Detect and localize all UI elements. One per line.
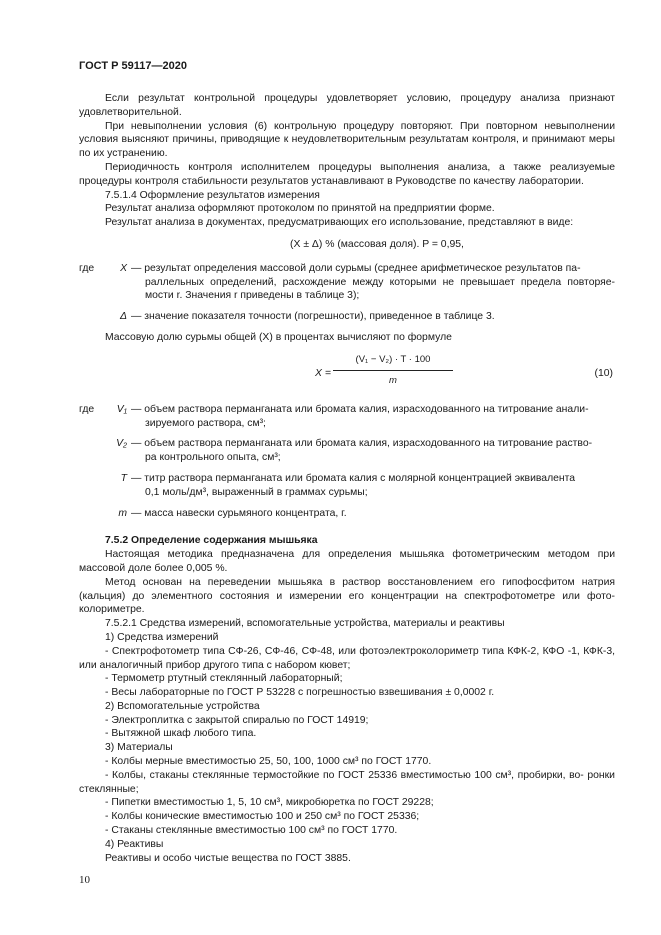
symbol: Δ	[120, 311, 127, 323]
definition: — объем раствора перманганата или бромата калия, израсходованного на титрование анали- зируемого раствора, см³;	[131, 403, 589, 429]
page-number: 10	[79, 874, 90, 886]
list-item: - Колбы мерные вместимостью 25, 50, 100, 1000 см³ по ГОСТ 1770.	[105, 756, 432, 768]
formula-fraction	[333, 353, 453, 388]
formula-numerator: (V₁ − V₂) · T · 100	[333, 353, 453, 371]
paragraph: Результат анализа оформляют протоколом по принятой на предприятии форме.	[105, 203, 495, 215]
where-definitions	[79, 437, 615, 465]
paragraph: Периодичность контроля исполнителем процедуры выполнения анализа, а также реализуемые процедуры контроля стабильности результатов устанавливают в Руководстве по качеству лаборатории.	[79, 161, 615, 187]
section-heading: 7.5.2 Определение содержания мышьяка	[105, 535, 318, 547]
subsection-heading: 7.5.1.4 Оформление результатов измерения	[105, 189, 320, 201]
formula-lhs: X =	[315, 367, 331, 379]
formula-number: (10)	[594, 367, 613, 379]
definition: — титр раствора перманганата или бромата калия с молярной концентрацией эквивалента 0,1 моль/дм³, выраженный в граммах сурьмы;	[131, 472, 576, 498]
list-item: - Спектрофотометр типа СФ-26, СФ-46, СФ-48, или фотоэлектроколориметр типа КФК-2, КФО -1, КФК-3, или аналогичный прибор другого типа с набором кювет;	[79, 645, 615, 671]
list-item: - Весы лабораторные по ГОСТ Р 53228 с погрешностью взвешивания ± 0,0002 г.	[105, 687, 495, 699]
symbol: X	[120, 262, 127, 274]
symbol: V₁	[116, 403, 127, 415]
formula-10	[79, 351, 615, 399]
list-heading: 2) Вспомогательные устройства	[105, 700, 260, 712]
list-item: - Электроплитка с закрытой спиралью по ГОСТ 14919;	[105, 714, 369, 726]
paragraph: Метод основан на переведении мышьяка в раствор восстановлением его гипофосфитом натрия (кальция) до элементного состояния и измерении его концентрации на спектрофотометре или фото- колориметре.	[79, 576, 615, 616]
list-item: - Стаканы стеклянные вместимостью 100 см³ по ГОСТ 1770.	[105, 825, 398, 837]
list-item: - Колбы, стаканы стеклянные термостойкие по ГОСТ 25336 вместимостью 100 см³, пробирки, во- ронки стеклянные;	[79, 769, 615, 795]
document-header: ГОСТ Р 59117—2020	[79, 60, 187, 72]
subsection-heading: 7.5.2.1 Средства измерений, вспомогательные устройства, материалы и реактивы	[105, 618, 505, 630]
page-body	[79, 92, 615, 865]
definition: — масса навески сурьмяного концентрата, г.	[131, 507, 347, 519]
formula-denominator: m	[389, 374, 397, 386]
definition: — значение показателя точности (погрешности), приведенное в таблице 3.	[131, 311, 495, 323]
list-item: - Термометр ртутный стеклянный лабораторный;	[105, 673, 343, 685]
symbol: V₂	[116, 438, 127, 450]
paragraph: Если результат контрольной процедуры удовлетворяет условию, процедуру анализа признают удовлетворительной.	[79, 93, 615, 118]
paragraph: При невыполнении условия (6) контрольную процедуру повторяют. При повторном невыполнении условия выясняют причины, приводящие к неудовлетворительным результатам контроля, и принимают меры по их устранению.	[79, 120, 615, 160]
paragraph: Результат анализа в документах, предусматривающих его использование, представляют в виде:	[105, 217, 574, 229]
paragraph: Реактивы и особо чистые вещества по ГОСТ 3885.	[105, 852, 351, 864]
list-item: - Колбы конические вместимостью 100 и 250 см³ по ГОСТ 25336;	[105, 811, 420, 823]
symbol: m	[118, 507, 127, 519]
where-label: где	[79, 262, 95, 274]
paragraph: Массовую долю сурьмы общей (X) в процентах вычисляют по формуле	[105, 331, 452, 343]
symbol: T	[120, 472, 127, 484]
list-heading: 3) Материалы	[105, 742, 173, 754]
paragraph: Настоящая методика предназначена для определения мышьяка фотометрическим методом при массовой доле более 0,005 %.	[79, 549, 615, 574]
where-label: где	[79, 403, 95, 415]
definition: — объем раствора перманганата или бромата калия, израсходованного на титрование раство- ра контрольного опыта, см³;	[131, 438, 593, 464]
list-item: - Пипетки вместимостью 1, 5, 10 см³, микробюретка по ГОСТ 29228;	[105, 797, 434, 809]
where-definitions	[79, 310, 615, 324]
result-formula: (X ± Δ) % (массовая доля). P = 0,95,	[290, 238, 464, 250]
list-heading: 1) Средства измерений	[105, 631, 219, 643]
where-definitions	[79, 403, 615, 431]
where-definitions	[79, 262, 615, 303]
where-definitions	[79, 472, 615, 500]
definition: — результат определения массовой доли сурьмы (среднее арифметическое результатов па- раллельных определений, расхождение между которыми не превышает предела повторяе- мости r. Значения r приведены в таблице 3);	[131, 262, 615, 302]
where-definitions	[79, 507, 615, 521]
list-heading: 4) Реактивы	[105, 838, 164, 850]
list-item: - Вытяжной шкаф любого типа.	[105, 728, 257, 740]
